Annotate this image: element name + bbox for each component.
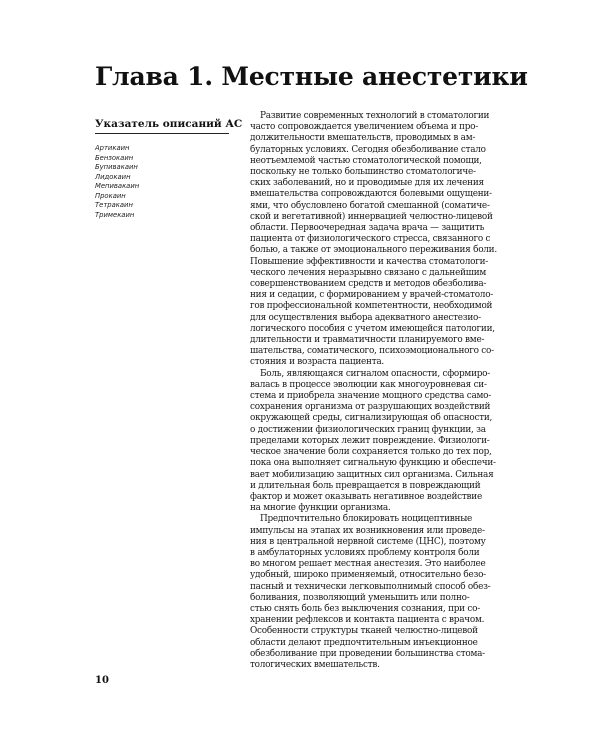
text-line: во многом решает местная анестезия. Это наиболее	[250, 559, 486, 570]
text-line: должительности вмешательств, проводимых в ам-	[250, 133, 476, 144]
text-line: сохранения организма от разрушающих воздействий	[250, 402, 491, 413]
text-line: неотъемлемой частью стоматологической помощи,	[250, 155, 482, 166]
text-line: гов профессиональной компетентности, необходимой	[250, 301, 493, 312]
text-line: часто сопровождается увеличением объема и про-	[250, 122, 478, 133]
text-line: области делают предпочтительным инъекционное	[250, 637, 478, 648]
text-line: валась в процессе эволюции как многоуровневая си-	[250, 379, 487, 390]
text-line: о достижении физиологических границ функции, за	[250, 424, 486, 435]
body-paragraph	[250, 514, 502, 671]
text-line: длительности и травматичности планируемого вме-	[250, 335, 485, 346]
main-text	[250, 111, 502, 671]
sidebar-item: Лидокаин	[95, 172, 131, 181]
sidebar-list	[95, 144, 229, 220]
text-line: булаторных условиях. Сегодня обезболивание стало	[250, 144, 486, 155]
text-line: боливания, позволяющий уменьшить или полно-	[250, 592, 470, 603]
text-line: в амбулаторных условиях проблему контроля боли	[250, 547, 480, 558]
sidebar-heading: Указатель описаний АС	[95, 118, 229, 134]
text-line: ческое значение боли сохраняется только до тех пор,	[250, 447, 492, 458]
sidebar-item: Тетракаин	[95, 201, 133, 209]
text-line: Повышение эффективности и качества стоматологи-	[250, 256, 489, 267]
body-paragraph	[250, 369, 502, 515]
text-line: ской и вегетативной) иннервацией челюстно-лицевой	[250, 211, 493, 222]
text-line: ями, что обусловлено богатой смешанной (соматиче-	[250, 200, 490, 211]
text-line: стема и приобрела значение мощного средства само-	[250, 391, 492, 402]
sidebar-item: Прокаин	[95, 191, 126, 200]
sidebar-item: Мепивакаин	[95, 182, 140, 190]
text-line: вмешательства сопровождаются болевыми ощущени-	[250, 189, 492, 200]
text-line: стояния и возраста пациента.	[250, 357, 384, 368]
text-line: ния в центральной нервной системе (ЦНС), поэтому	[250, 536, 486, 547]
sidebar-item: Артикаин	[95, 144, 130, 152]
text-line: фактор и может оказывать негативное воздействие	[250, 491, 482, 502]
text-line: Развитие современных технологий в стоматологии	[260, 111, 490, 121]
text-line: тологических вмешательств.	[250, 659, 380, 670]
text-line: пациента от физиологического стресса, связанного с	[250, 234, 491, 245]
text-line: шательства, соматического, психоэмоционального со-	[250, 346, 494, 357]
text-line: Предпочтительно блокировать ноцицептивные	[260, 514, 473, 525]
text-line: пасный и технически легковыполнимый способ обез-	[250, 581, 491, 592]
text-line: удобный, широко применяемый, относительно безо-	[250, 570, 486, 581]
text-line: области. Первоочередная задача врача — защитить	[250, 223, 485, 234]
body-paragraph	[250, 111, 502, 369]
text-line: пока она выполняет сигнальную функцию и обеспечи-	[250, 458, 496, 469]
text-line: логического пособия с учетом имеющейся патологии,	[250, 323, 495, 334]
text-line: ния и седации, с формированием у врачей-стоматоло-	[250, 290, 494, 301]
text-line: ческого лечения неразрывно связано с дальнейшим	[250, 267, 487, 278]
text-line: стью снять боль без выключения сознания, при со-	[250, 603, 480, 614]
text-line: ских заболеваний, но и проводимые для их лечения	[250, 178, 484, 189]
sidebar-item: Бензокаин	[95, 153, 134, 162]
text-line: и длительная боль превращается в повреждающий	[250, 480, 481, 491]
text-line: Особенности структуры тканей челюстно-лицевой	[250, 626, 478, 637]
text-line: на многие функции организма.	[250, 503, 391, 514]
page-number: 10	[95, 675, 109, 686]
chapter-title: Глава 1. Местные анестетики	[95, 62, 528, 91]
text-line: пределами которых лежит повреждение. Физиологи-	[250, 435, 490, 446]
text-line: Боль, являющаяся сигналом опасности, сформиро-	[260, 368, 491, 379]
text-line: совершенствованием средств и методов обезболива-	[250, 279, 487, 290]
sidebar-item: Тримекаин	[95, 210, 135, 219]
sidebar-item: Бупивакаин	[95, 163, 138, 171]
text-line: окружающей среды, сигнализирующая об опасности,	[250, 413, 493, 424]
text-line: импульсы на этапах их возникновения или проведе-	[250, 525, 485, 536]
text-line: вает мобилизацию защитных сил организма. Сильная	[250, 469, 494, 480]
text-line: обезболивание при проведении большинства стома-	[250, 648, 485, 659]
text-line: для осуществления выбора адекватного анестезио-	[250, 312, 481, 323]
text-line: поскольку не только большинство стоматологиче-	[250, 167, 476, 178]
text-line: хранении рефлексов и контакта пациента с врачом.	[250, 615, 485, 626]
text-line: болью, а также от эмоционального переживания боли.	[250, 245, 497, 256]
sidebar-index	[95, 118, 243, 220]
